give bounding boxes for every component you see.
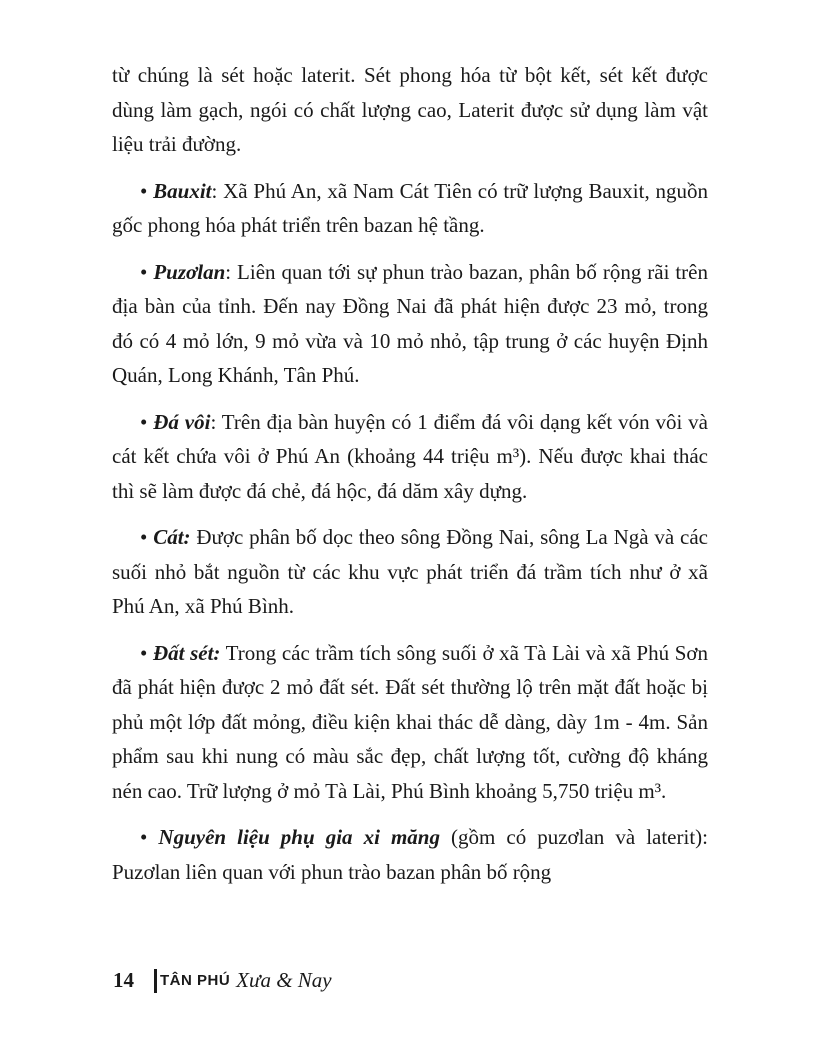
page-number: 14	[113, 968, 134, 992]
paragraph-bauxit	[112, 174, 708, 243]
bullet: •	[140, 178, 148, 203]
paragraph-phu-gia	[112, 820, 708, 889]
bullet: •	[140, 409, 148, 434]
paragraph-da-voi	[112, 405, 708, 509]
footer-divider	[154, 969, 157, 993]
term-bauxit: Bauxit	[153, 178, 212, 203]
term-puzolan: Puzơlan	[153, 259, 226, 284]
paragraph-text: (gồm có puzơlan và laterit): Puzơlan liên quan với phun trào bazan phân bố rộng	[112, 825, 708, 884]
bullet: •	[140, 259, 148, 284]
book-subtitle: Xưa & Nay	[236, 968, 332, 992]
paragraph-text: : Liên quan tới sự phun trào bazan, phân bố rộng rãi trên địa bàn của tỉnh. Đến nay Đồng Nai đã phát hiện được 23 mỏ, trong đó có 4 mỏ lớn, 9 mỏ vừa và 10 mỏ nhỏ, tập trung ở các huyện Định Quán, Long Khánh, Tân Phú.	[112, 259, 708, 387]
paragraph-text: : Trên địa bàn huyện có 1 điểm đá vôi dạng kết vón vôi và cát kết chứa vôi ở Phú An (khoảng 44 triệu m³). Nếu được khai thác thì sẽ làm được đá chẻ, đá hộc, đá dăm xây dựng.	[112, 409, 708, 503]
body-text	[112, 58, 708, 901]
paragraph-cat	[112, 520, 708, 624]
page-footer	[113, 968, 332, 993]
term-cat: Cát:	[153, 525, 191, 549]
term-dat-set: Đất sét:	[152, 640, 221, 665]
bullet: •	[140, 525, 148, 549]
paragraph-dat-set	[112, 636, 708, 809]
book-title: TÂN PHÚ	[160, 972, 231, 989]
paragraph-puzolan	[112, 255, 708, 393]
paragraph-text: : Xã Phú An, xã Nam Cát Tiên có trữ lượng Bauxit, nguồn gốc phong hóa phát triển trên bazan hệ tầng.	[112, 178, 709, 237]
bullet: •	[140, 640, 148, 665]
bullet: •	[140, 825, 148, 849]
paragraph-text: từ chúng là sét hoặc laterit. Sét phong hóa từ bột kết, sét kết được dùng làm gạch, ngói có chất lượng cao, Laterit được sử dụng làm vật liệu trải đường.	[112, 63, 708, 156]
paragraph-text: Được phân bố dọc theo sông Đồng Nai, sông La Ngà và các suối nhỏ bắt nguồn từ các khu vực phát triển đá trầm tích như ở xã Phú An, xã Phú Bình.	[112, 525, 708, 618]
term-phu-gia: Nguyên liệu phụ gia xi măng	[158, 825, 440, 849]
paragraph-text: Trong các trầm tích sông suối ở xã Tà Lài và xã Phú Sơn đã phát hiện được 2 mỏ đất sét. Đất sét thường lộ trên mặt đất hoặc bị phủ một lớp đất mỏng, điều kiện khai thác dễ dàng, dày 1m - 4m. Sản phẩm sau khi nung có màu sắc đẹp, chất lượng tốt, cường độ kháng nén cao. Trữ lượng ở mỏ Tà Lài, Phú Bình khoảng 5,750 triệu m³.	[112, 640, 708, 803]
paragraph-continuation	[112, 58, 708, 162]
term-da-voi: Đá vôi	[153, 409, 211, 434]
